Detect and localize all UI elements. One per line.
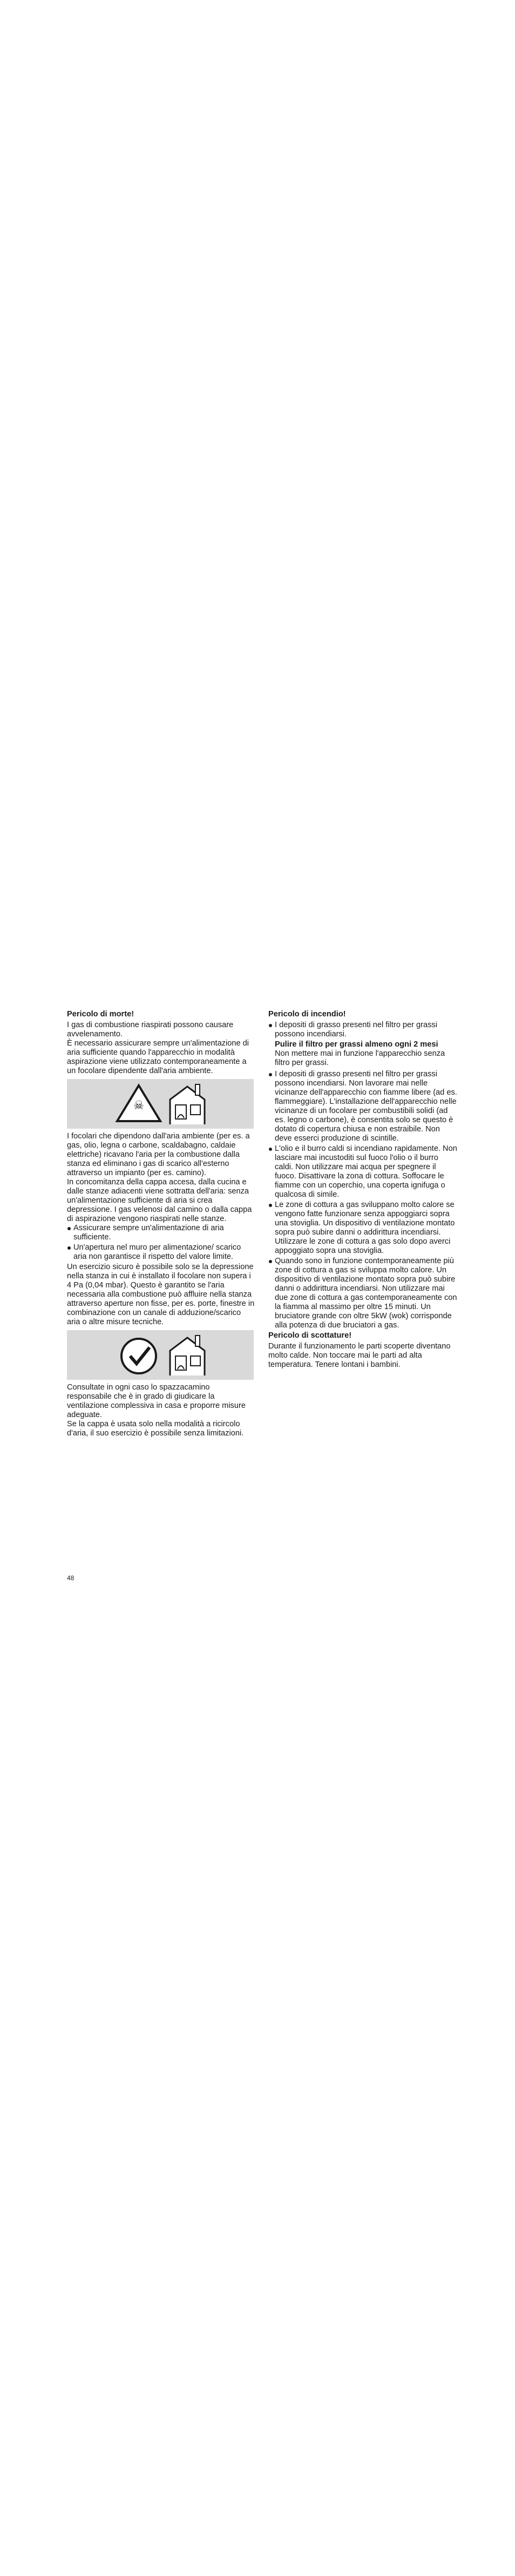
list-item: Assicurare sempre un'alimentazione di aria sufficiente.	[67, 1224, 256, 1242]
fire-bullet-list-1	[268, 1021, 457, 1039]
check-house-icon	[106, 1332, 214, 1378]
paragraph-recirculation: Se la cappa è usata solo nella modalità a ricircolo d'aria, il suo esercizio è possibile senza limitazioni.	[67, 1420, 244, 1438]
fire-danger-heading: Pericolo di incendio!	[268, 1010, 346, 1019]
paragraph-chimney-sweep: Consultate in ogni caso lo spazzacamino responsabile che è in grado di giudicare la ventilazione complessiva in casa e proporre misure adeguate.	[67, 1383, 246, 1419]
list-item: I depositi di grasso presenti nel filtro per grassi possono incendiarsi.	[268, 1021, 457, 1039]
page-number: 48	[67, 1574, 74, 1582]
left-bullet-list	[67, 1224, 256, 1262]
burn-danger-heading: Pericolo di scottature!	[268, 1331, 352, 1340]
warning-house-icon	[106, 1081, 214, 1127]
paragraph-air-supply: È necessario assicurare sempre un'alimentazione di aria sufficiente quando l'apparecchio in modalità aspirazione viene utilizzato contemporaneamente a un focolare dipendente dall'aria ambiente.	[67, 1039, 249, 1075]
list-item: L'olio e il burro caldi si incendiano rapidamente. Non lasciare mai incustoditi sul fuoco l'olio o il burro caldi. Non utilizzare mai acqua per spegnere il fuoco. Disattivare la zona di cottura. Soffocare le fiamme con un coperchio, una coperta ignifuga o qualcosa di simile.	[268, 1144, 457, 1199]
danger-heading: Pericolo di morte!	[67, 1010, 134, 1019]
paragraph-poisoning: I gas di combustione riaspirati possono causare avvelenamento.	[67, 1021, 234, 1039]
fire-bullet-list-2	[268, 1070, 457, 1330]
list-item: I depositi di grasso presenti nel filtro per grassi possono incendiarsi. Non lavorare mai nelle vicinanze dell'apparecchio con fiamme libere (ad es. flammeggiare). L'installazione dell'apparecchio nelle vicinanze di un focolare per combustibili solidi (ad es. legno o carbone), è consentita solo se questo è dotato di copertura chiusa e non estraibile. Non deve esserci produzione di scintille.	[268, 1070, 457, 1143]
paragraph-safe-operation: Un esercizio sicuro è possibile solo se la depressione nella stanza in cui è installato il focolare non supera i 4 Pa (0,04 mbar). Questo è garantito se l'aria necessaria alla combustione può affluire nella stanza attraverso aperture non fisse, per es. porte, finestre in combinazione con un canale di adduzione/scarico aria o altre misure tecniche.	[67, 1263, 255, 1326]
right-column	[268, 1010, 457, 1370]
svg-text:☠: ☠	[133, 1099, 144, 1112]
paragraph-burns: Durante il funzionamento le parti scoperte diventano molto calde. Non toccare mai le parti ad alta temperatura. Tenere lontani i bambini.	[268, 1342, 451, 1369]
list-item: Le zone di cottura a gas sviluppano molto calore se vengono fatte funzionare senza appoggiarci sopra una stoviglia. Un dispositivo di ventilazione montato sopra può subire danni o addirittura incendiarsi. Utilizzare le zone di cottura a gas solo dopo averci appoggiato sopra una stoviglia.	[268, 1201, 457, 1256]
list-item: Quando sono in funzione contemporaneamente più zone di cottura a gas si sviluppa molto calore. Un dispositivo di ventilazione montato sopra può subire danni o addirittura incendiarsi. Non utilizzare mai due zone di cottura a gas contemporaneamente con la fiamma al massimo per oltre 15 minuti. Un bruciatore grande con oltre 5kW (wok) corrisponde alla potenza di due bruciatori a gas.	[268, 1257, 457, 1330]
paragraph-fireplaces: I focolari che dipendono dall'aria ambiente (per es. a gas, olio, legna o carbone, scaldabagno, caldaie elettriche) ricavano l'aria per la combustione dalla stanza ed eliminano i gas di scarico all'esterno attraverso un impianto (per es. camino).	[67, 1132, 250, 1177]
list-item: Un'apertura nel muro per alimentazione/ scarico aria non garantisce il rispetto del valore limite.	[67, 1243, 256, 1262]
clean-filter-text: Non mettere mai in funzione l'apparecchio senza filtro per grassi.	[275, 1049, 445, 1067]
clean-filter-subheading: Pulire il filtro per grassi almeno ogni 2 mesi	[275, 1040, 438, 1049]
illustration-fireplace-warning	[67, 1079, 254, 1129]
paragraph-depression: In concomitanza della cappa accesa, dalla cucina e dalle stanze adiacenti viene sottratta dell'aria: senza un'alimentazione sufficiente di aria si crea depressione. I gas velenosi dal camino o dalla cappa di aspirazione vengono riaspirati nelle stanze.	[67, 1178, 252, 1223]
left-column	[67, 1010, 256, 1438]
illustration-fireplace-ok	[67, 1330, 254, 1380]
